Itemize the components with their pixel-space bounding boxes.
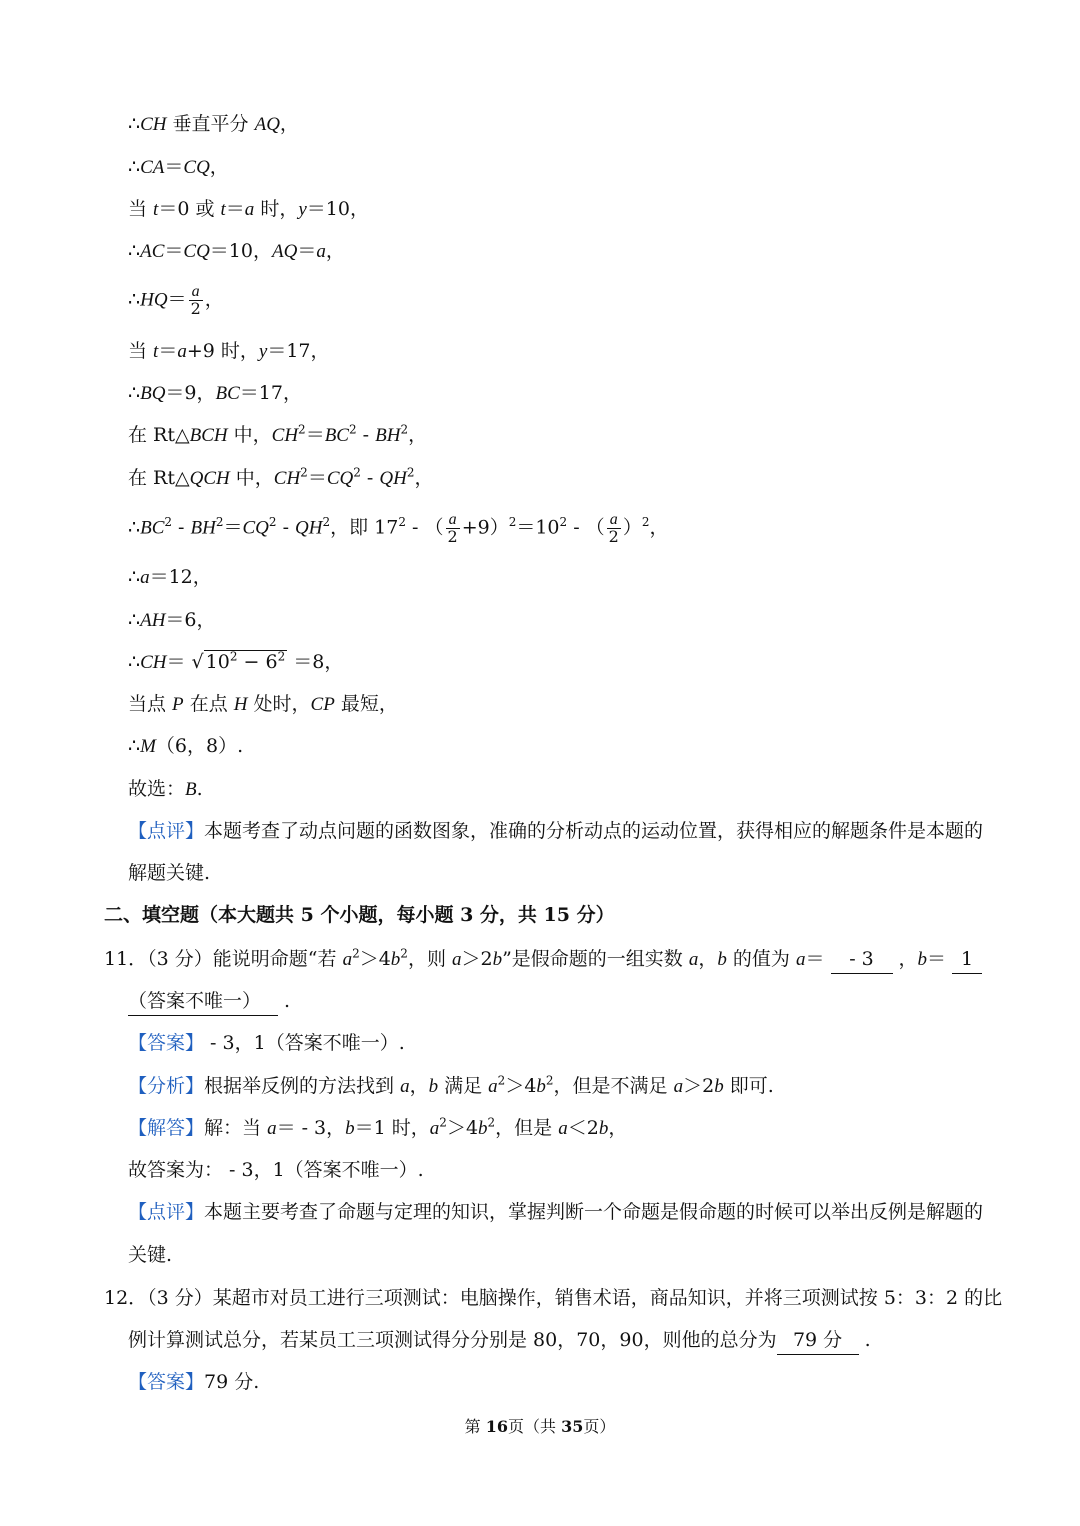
- solution-line-8: [128, 421, 980, 450]
- text: -: [356, 424, 376, 446]
- text: +9）: [461, 516, 509, 539]
- text: a: [267, 1118, 277, 1139]
- text: a: [673, 1076, 684, 1097]
- text: t: [153, 199, 159, 220]
- answer-line: [128, 1029, 980, 1057]
- numerator: a: [448, 511, 457, 528]
- text: a: [342, 949, 353, 970]
- text: H: [233, 694, 248, 715]
- text: CQ: [183, 157, 210, 178]
- text: ，但是不满足: [553, 1075, 674, 1097]
- text: AC: [140, 241, 165, 262]
- text: ＝1 时，: [354, 1117, 430, 1139]
- text: ”是假命题的一组实数: [502, 948, 689, 970]
- text: ＝0 或: [158, 198, 221, 220]
- exponent: 2: [398, 515, 406, 530]
- exponent: 2: [352, 946, 360, 961]
- text: BH: [375, 425, 401, 446]
- comment-line: [128, 817, 984, 845]
- radicand: [204, 650, 288, 673]
- comment-tag: 【点评】: [128, 820, 205, 842]
- solution-line-11: [128, 563, 980, 592]
- comment-line-11-cont: [128, 1241, 980, 1269]
- text: AQ: [271, 241, 298, 262]
- total-page-number: 35: [561, 1417, 584, 1436]
- answer-tag: 【答案】: [128, 1371, 205, 1393]
- text: - 3，1（答案不唯一）.: [204, 1032, 405, 1054]
- text: ＝: [158, 340, 178, 362]
- text: QH: [295, 517, 323, 539]
- text: CH: [140, 652, 167, 673]
- text: BQ: [140, 383, 166, 404]
- text: BC: [140, 517, 165, 539]
- text: ＞4: [446, 1117, 479, 1139]
- text: .: [858, 1329, 871, 1351]
- text: 当点: [128, 693, 173, 715]
- text: CH: [140, 114, 167, 135]
- text: ＞4: [505, 1075, 537, 1097]
- text: t: [153, 341, 159, 362]
- text: a: [795, 949, 806, 970]
- exponent: 2: [348, 422, 357, 437]
- text: 11．（3 分）能说明命题“若: [104, 948, 343, 970]
- text: -: [172, 516, 191, 539]
- radical-sign: √: [191, 651, 204, 673]
- solution-line-3: [128, 195, 980, 224]
- exponent: 2: [559, 515, 568, 530]
- question-11-cont: [128, 987, 980, 1016]
- text: y: [298, 199, 307, 220]
- text: b: [478, 1118, 488, 1139]
- text: ）: [622, 516, 642, 539]
- exponent: 2: [508, 515, 517, 530]
- text: 垂直平分: [166, 113, 255, 135]
- current-page-number: 16: [485, 1417, 508, 1436]
- text: ＝: [225, 198, 245, 220]
- exponent: 2: [353, 465, 361, 480]
- denominator: 2: [608, 527, 619, 546]
- text: CA: [140, 157, 165, 178]
- text: 解：当: [204, 1117, 268, 1139]
- text: ＞4: [359, 948, 391, 970]
- text: ，则: [407, 948, 452, 970]
- text: BC: [324, 425, 349, 446]
- text: +9 时，: [186, 340, 259, 362]
- exponent: 2: [229, 649, 238, 664]
- text: CQ: [242, 517, 269, 539]
- solution-line-9: [128, 464, 980, 493]
- solution-line-16: [128, 775, 980, 804]
- text: ＝: [927, 948, 953, 970]
- text: ，: [698, 948, 718, 970]
- final-answer-line: [128, 1156, 980, 1184]
- analysis-tag: 【分析】: [128, 1075, 205, 1097]
- exponent: 2: [406, 465, 415, 480]
- exponent: 2: [322, 515, 331, 530]
- text: ＝: [297, 240, 317, 262]
- text: 本题主要考查了命题与定理的知识，掌握判断一个命题是假命题的时候可以举出反例是解题的: [204, 1201, 984, 1223]
- text: CH: [271, 425, 299, 446]
- text: 在 Rt△: [128, 467, 190, 489]
- text: ＝10，: [209, 240, 272, 262]
- text: ＝: [305, 424, 325, 446]
- text: b: [345, 1118, 355, 1139]
- text: ＞2: [683, 1075, 715, 1097]
- denominator: 2: [447, 527, 458, 546]
- solution-line-13: [128, 648, 980, 677]
- solution-line-2: [128, 153, 980, 182]
- answer-tag: 【答案】: [128, 1032, 205, 1054]
- text: CH: [273, 468, 301, 489]
- therefore-symbol: ∴: [128, 516, 141, 539]
- text: 关键.: [128, 1244, 173, 1266]
- text: -: [276, 516, 296, 539]
- therefore-symbol: ∴: [128, 156, 141, 178]
- text: - （: [567, 516, 605, 539]
- exponent: 2: [215, 515, 224, 530]
- comment-tag: 【点评】: [128, 1201, 205, 1223]
- text: 的值为: [726, 948, 796, 970]
- text: y: [258, 341, 268, 362]
- text: ，: [408, 424, 428, 446]
- therefore-symbol: ∴: [128, 288, 141, 311]
- text: 79 分.: [204, 1371, 260, 1393]
- text: 故答案为： - 3，1（答案不唯一）.: [128, 1159, 424, 1181]
- text: ＝17，: [239, 382, 302, 404]
- text: t: [220, 199, 226, 220]
- text: 页）: [583, 1417, 616, 1436]
- text: ＝: [166, 651, 192, 673]
- text: QCH: [189, 468, 230, 489]
- text: b: [428, 1076, 439, 1097]
- text: 页（共: [507, 1417, 562, 1436]
- exponent: 2: [400, 422, 409, 437]
- text: a: [688, 949, 699, 970]
- section-heading: 二、填空题（本大题共 5 个小题，每小题 3 分，共 15 分）: [104, 904, 615, 926]
- fraction: [607, 512, 621, 545]
- text: .: [196, 778, 203, 800]
- text: 时，: [254, 198, 299, 220]
- fraction: [446, 512, 460, 545]
- therefore-symbol: ∴: [128, 566, 141, 588]
- text: AH: [140, 610, 166, 631]
- exponent: 2: [298, 422, 306, 437]
- text: a: [451, 949, 462, 970]
- text: ＝17，: [267, 340, 330, 362]
- text: ，: [414, 467, 434, 489]
- text: ，: [325, 240, 345, 262]
- question-12-cont: [128, 1326, 980, 1355]
- question-11: [104, 945, 982, 974]
- answer-blank: 1: [952, 945, 982, 974]
- exponent: 2: [641, 515, 650, 530]
- text: CQ: [183, 241, 210, 262]
- text: b: [717, 949, 727, 970]
- text: ，: [892, 948, 918, 970]
- solution-line-6: [128, 337, 980, 366]
- solution-line-14: [128, 690, 980, 719]
- text: ，: [279, 113, 299, 135]
- numerator: a: [191, 283, 200, 300]
- therefore-symbol: ∴: [128, 382, 141, 404]
- text: b: [492, 949, 503, 970]
- therefore-symbol: ∴: [128, 240, 141, 262]
- therefore-symbol: ∴: [128, 113, 141, 135]
- exponent: 2: [497, 1073, 506, 1088]
- answer-blank: - 3: [831, 945, 893, 974]
- text: （6，8）.: [155, 735, 244, 757]
- text: CP: [310, 694, 335, 715]
- therefore-symbol: ∴: [128, 735, 141, 757]
- text: a: [140, 567, 150, 588]
- text: AQ: [254, 114, 280, 135]
- text: 10: [205, 651, 230, 673]
- text: b: [714, 1076, 724, 1097]
- text: a: [558, 1118, 568, 1139]
- text: BH: [190, 517, 216, 539]
- text: 最短，: [334, 693, 398, 715]
- therefore-symbol: ∴: [128, 609, 141, 631]
- text: ＝: [167, 288, 187, 311]
- solution-line-10: [128, 512, 980, 545]
- exponent: 2: [487, 1115, 496, 1130]
- text: b: [598, 1118, 609, 1139]
- text: 满足: [438, 1075, 489, 1097]
- exponent: 2: [277, 649, 286, 664]
- text: b: [390, 949, 401, 970]
- exponent: 2: [300, 465, 308, 480]
- text: a: [244, 199, 255, 220]
- text: ＝10: [516, 516, 560, 539]
- text: BC: [215, 383, 240, 404]
- text: a: [316, 241, 326, 262]
- text: 当: [128, 198, 154, 220]
- text: ＝6，: [165, 609, 216, 631]
- text: a: [429, 1118, 440, 1139]
- text: - （: [406, 516, 444, 539]
- text: ＝9，: [165, 382, 216, 404]
- text: ＝10，: [306, 198, 369, 220]
- text: ＜2: [567, 1117, 599, 1139]
- text: a: [488, 1076, 498, 1097]
- text: 本题考查了动点问题的函数图象，准确的分析动点的运动位置，获得相应的解题条件是本题的: [204, 820, 984, 842]
- text: CQ: [326, 468, 354, 489]
- text: ＝: [805, 948, 831, 970]
- text: ＞2: [461, 948, 493, 970]
- text: ，但是: [495, 1117, 559, 1139]
- text: -: [360, 467, 380, 489]
- text: P: [172, 694, 184, 715]
- text: .: [278, 990, 291, 1012]
- text: ＝: [164, 240, 184, 262]
- solution-line-1: [128, 110, 980, 139]
- text: ＝ - 3，: [276, 1117, 346, 1139]
- text: ＝12，: [149, 566, 212, 588]
- text: 中，: [229, 467, 274, 489]
- page-footer: [0, 1414, 1080, 1437]
- fraction: [189, 284, 203, 317]
- text: 根据举反例的方法找到: [204, 1075, 401, 1097]
- comment-line-11: [128, 1198, 984, 1226]
- text: ＝: [307, 467, 327, 489]
- text: 处时，: [247, 693, 311, 715]
- text: 12．（3 分）某超市对员工进行三项测试：电脑操作，销售术语，商品知识，并将三项测试按 5：3：2 的比: [104, 1287, 1003, 1309]
- text: ＝8，: [287, 651, 344, 673]
- text: 第: [464, 1417, 486, 1436]
- numerator: a: [609, 511, 618, 528]
- text: 即可.: [723, 1075, 774, 1097]
- text: ，: [649, 516, 669, 539]
- text: 中，: [227, 424, 272, 446]
- text: ，: [608, 1117, 628, 1139]
- text: ，: [209, 156, 229, 178]
- text: ＝: [164, 156, 184, 178]
- therefore-symbol: ∴: [128, 651, 141, 673]
- text: ，即 17: [330, 516, 399, 539]
- solution-line-7: [128, 379, 980, 408]
- text: B: [185, 779, 197, 800]
- text: 故选：: [128, 778, 186, 800]
- solution-answer-line: [128, 1114, 980, 1143]
- solution-tag: 【解答】: [128, 1117, 205, 1139]
- text: − 6: [237, 651, 278, 673]
- text: b: [536, 1076, 546, 1097]
- answer-blank: （答案不唯一）: [128, 987, 278, 1016]
- text: a: [177, 341, 187, 362]
- solution-line-4: [128, 237, 980, 266]
- text: a: [400, 1076, 410, 1097]
- exponent: 2: [164, 515, 173, 530]
- text: HQ: [140, 289, 168, 311]
- comment-line-2: [128, 859, 980, 887]
- text: BCH: [189, 425, 228, 446]
- exponent: 2: [400, 946, 408, 961]
- exponent: 2: [439, 1115, 447, 1130]
- square-root: [192, 648, 288, 676]
- text: ＝: [223, 516, 243, 539]
- answer-blank: 79 分: [777, 1326, 859, 1355]
- text: 在 Rt△: [128, 424, 190, 446]
- question-12: [104, 1284, 1002, 1312]
- text: 解题关键.: [128, 862, 211, 884]
- exponent: 2: [545, 1073, 554, 1088]
- solution-line-5: [128, 284, 980, 317]
- solution-line-15: [128, 732, 980, 761]
- text: QH: [379, 468, 407, 489]
- text: b: [917, 949, 928, 970]
- denominator: 2: [190, 299, 201, 318]
- exponent: 2: [268, 515, 277, 530]
- text: 当: [128, 340, 154, 362]
- text: 例计算测试总分，若某员工三项测试得分分别是 80，70，90，则他的总分为: [128, 1329, 777, 1351]
- answer-line-12: [128, 1368, 980, 1396]
- text: ，: [204, 288, 224, 311]
- text: M: [140, 736, 156, 757]
- text: 在点: [183, 693, 234, 715]
- solution-line-12: [128, 606, 980, 635]
- text: ，: [409, 1075, 429, 1097]
- analysis-line: [128, 1072, 980, 1101]
